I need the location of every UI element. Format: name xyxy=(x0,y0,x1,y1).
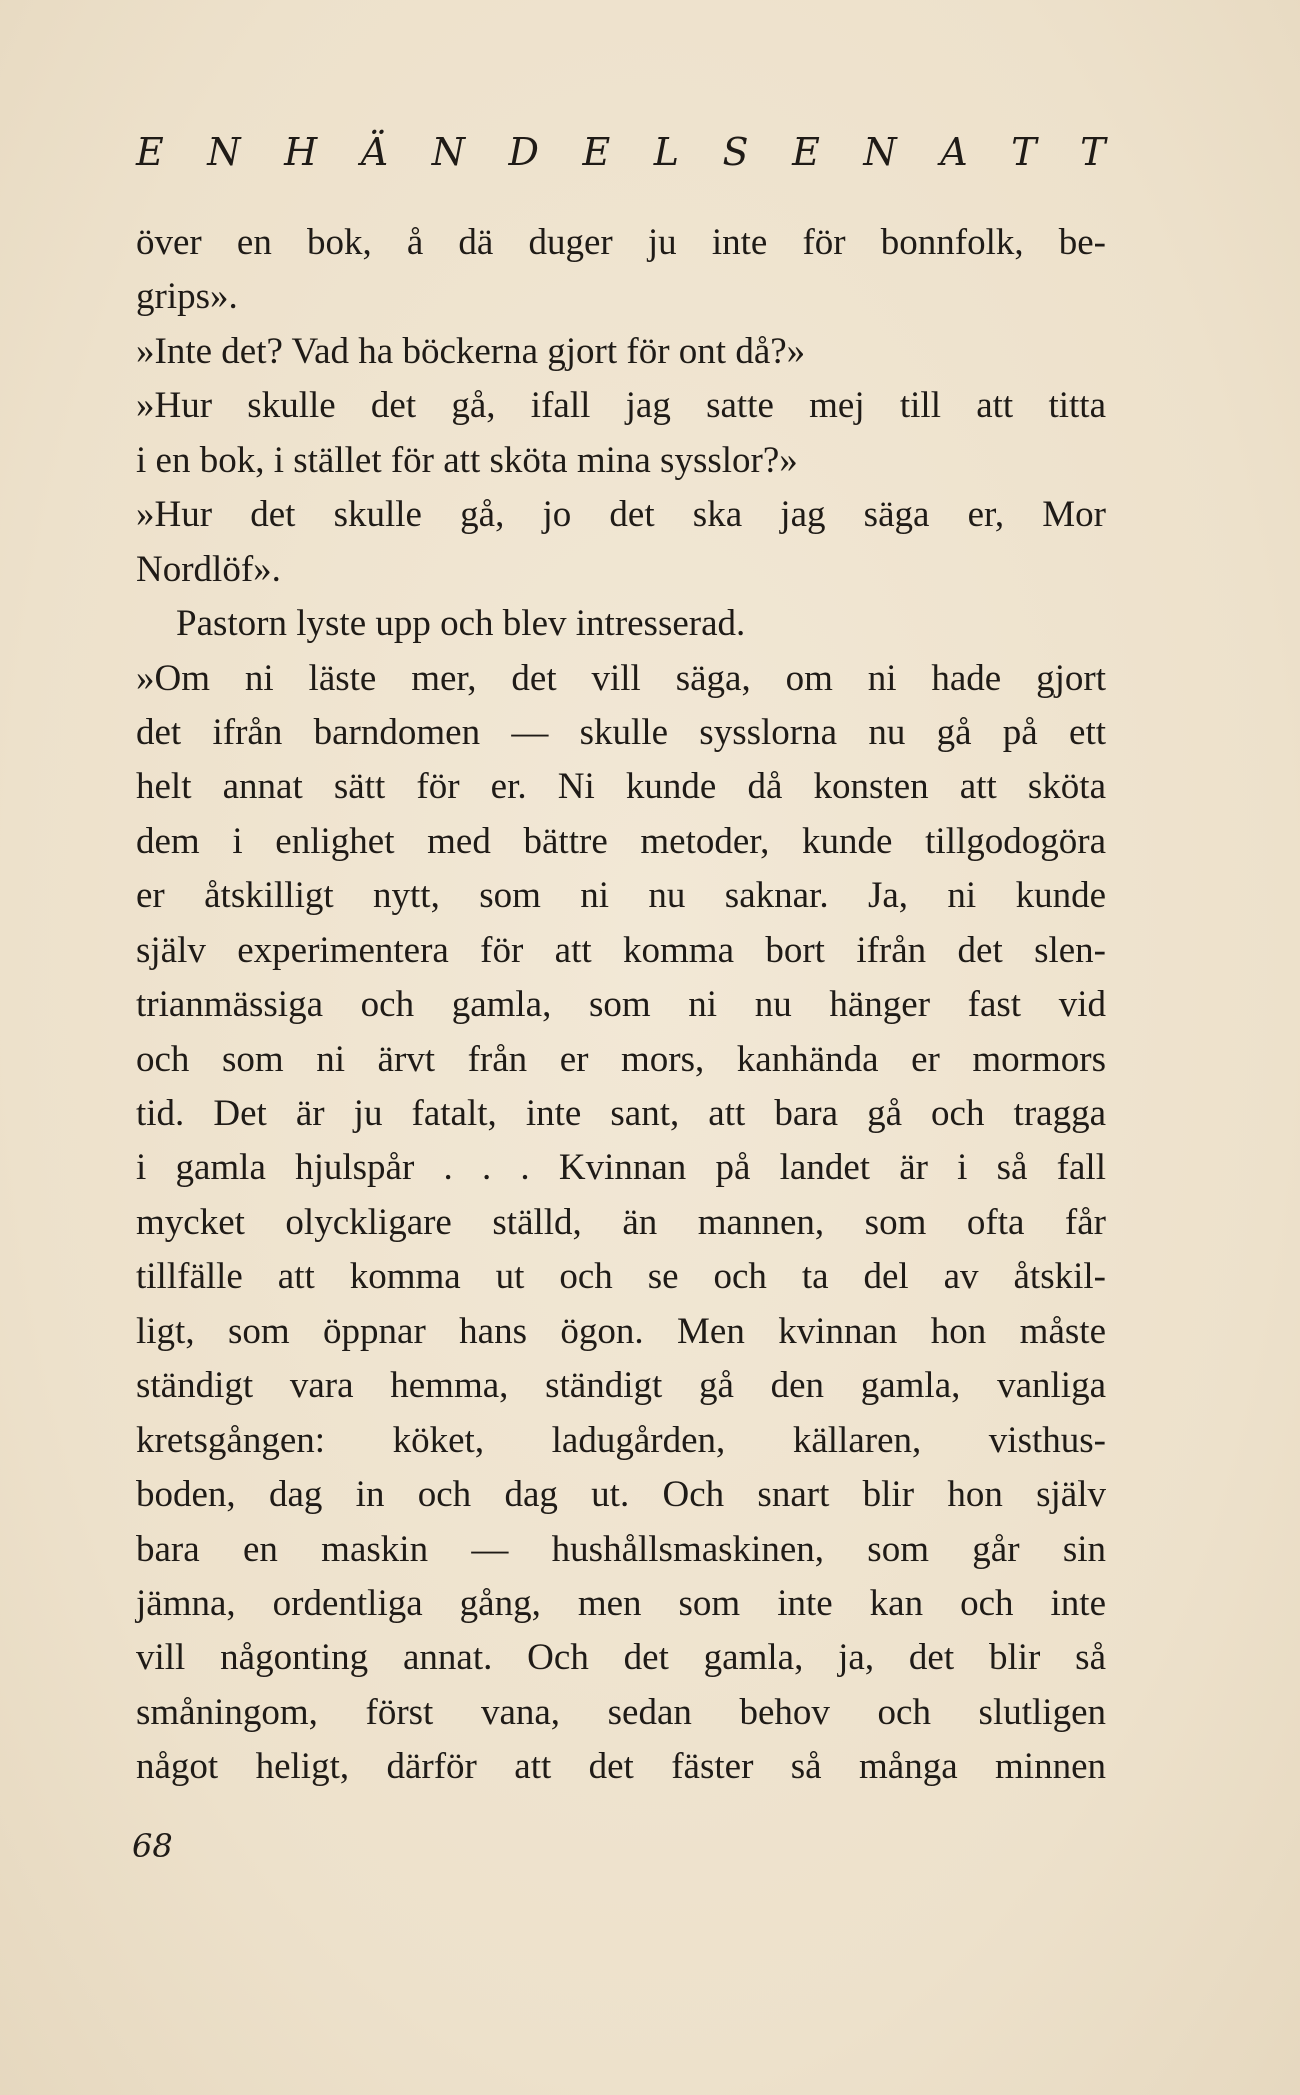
text-line: i gamla hjulspår . . . Kvinnan på landet är i så fall xyxy=(136,1147,1106,1189)
text-line: helt annat sätt för er. Ni kunde då konsten att sköta xyxy=(136,766,1106,808)
text-line: mycket olyckligare ställd, än mannen, som ofta får xyxy=(136,1201,1106,1243)
text-line: kretsgången: köket, ladugården, källaren, visthus- xyxy=(136,1419,1106,1461)
text-line: dem i enlighet med bättre metoder, kunde tillgodogöra xyxy=(136,820,1106,862)
running-title-letter: H xyxy=(284,130,318,174)
running-title-letter: N xyxy=(863,130,898,174)
running-title-letter: T xyxy=(1080,130,1106,174)
text-line: jämna, ordentliga gång, men som inte kan och inte xyxy=(136,1582,1106,1624)
text-line: trianmässiga och gamla, som ni nu hänger fast vid xyxy=(136,984,1106,1026)
text-line: själv experimentera för att komma bort ifrån det slen- xyxy=(136,929,1106,971)
running-title-letter: L xyxy=(653,130,680,174)
text-line: tillfälle att komma ut och se och ta del av åtskil- xyxy=(136,1256,1106,1298)
text-line: »Om ni läste mer, det vill säga, om ni hade gjort xyxy=(136,657,1106,699)
body-text xyxy=(136,216,1106,1795)
text-line: det ifrån barndomen — skulle sysslorna nu gå på ett xyxy=(136,711,1106,753)
text-line: Nordlöf». xyxy=(136,548,281,590)
text-line: i en bok, i stället för att sköta mina sysslor?» xyxy=(136,439,798,481)
text-line: »Hur det skulle gå, jo det ska jag säga er, Mor xyxy=(136,494,1106,536)
text-line: över en bok, å dä duger ju inte för bonnfolk, be- xyxy=(136,222,1106,263)
running-title-letter: E xyxy=(582,130,611,174)
running-title xyxy=(136,128,1106,176)
text-line: bara en maskin — hushållsmaskinen, som går sin xyxy=(136,1528,1106,1570)
text-line: Pastorn lyste upp och blev intresserad. xyxy=(176,603,746,645)
text-line: er åtskilligt nytt, som ni nu saknar. Ja, ni kunde xyxy=(136,875,1106,917)
text-line: »Inte det? Vad ha böckerna gjort för ont då?» xyxy=(136,330,806,372)
text-line: ligt, som öppnar hans ögon. Men kvinnan hon måste xyxy=(136,1310,1106,1352)
text-line: och som ni ärvt från er mors, kanhända er mormors xyxy=(136,1038,1106,1080)
text-line: vill någonting annat. Och det gamla, ja, det blir så xyxy=(136,1637,1106,1679)
running-title-letter: S xyxy=(722,130,750,174)
text-line: grips». xyxy=(136,276,238,318)
page-number: 68 xyxy=(132,1827,173,1865)
running-title-letter: A xyxy=(940,130,969,174)
running-title-letter: N xyxy=(207,130,242,174)
running-title-letter: D xyxy=(508,130,540,174)
running-title-letter: E xyxy=(136,130,165,174)
text-line: ständigt vara hemma, ständigt gå den gamla, vanliga xyxy=(136,1365,1106,1407)
text-line: »Hur skulle det gå, ifall jag satte mej till att titta xyxy=(136,385,1106,427)
text-line: småningom, först vana, sedan behov och slutligen xyxy=(136,1691,1106,1733)
text-line: något heligt, därför att det fäster så många minnen xyxy=(136,1746,1106,1788)
running-title-letter: N xyxy=(431,130,466,174)
running-title-letter: Ä xyxy=(360,130,389,174)
text-line: boden, dag in och dag ut. Och snart blir hon själv xyxy=(136,1474,1106,1516)
running-title-letter: E xyxy=(792,130,821,174)
running-title-letter: T xyxy=(1011,130,1038,174)
text-line: tid. Det är ju fatalt, inte sant, att bara gå och tragga xyxy=(136,1093,1106,1134)
